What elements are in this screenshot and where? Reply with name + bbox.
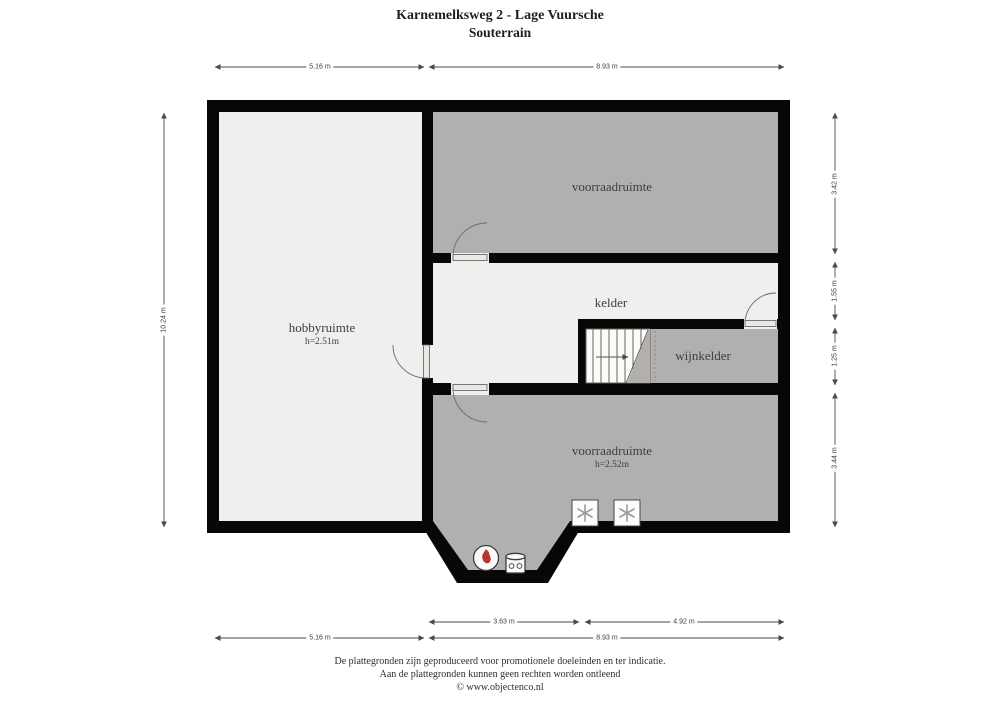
rooms (219, 112, 778, 521)
staircase (586, 329, 655, 383)
wall-left (207, 100, 219, 533)
wall-top (207, 100, 790, 112)
wall-bottom-left (207, 521, 426, 533)
freezer-icon-2 (614, 500, 640, 526)
room-height-hobbyruimte: h=2.51m (304, 337, 340, 347)
dim-label-bottom-inner-right: 4.92 m (670, 618, 697, 627)
dim-label-left: 10.24 m (160, 304, 169, 335)
wall-middle-vertical (422, 112, 433, 521)
dim-label-top-right: 8.93 m (593, 63, 620, 72)
boiler-bay (419, 521, 585, 583)
room-label-kelder: kelder (594, 295, 628, 310)
dim-label-bottom-inner-left: 3.63 m (490, 618, 517, 627)
water-tank-icon (506, 553, 525, 573)
wall-stairs-left (578, 319, 586, 383)
door-leaf (453, 385, 487, 391)
dim-label-right-1: 3.42 m (831, 170, 840, 197)
door-leaf (453, 255, 487, 261)
footer-disclaimer-1: De plattegronden zijn geproduceerd voor promotionele doeleinden en ter indicatie. (334, 656, 666, 667)
footer-copyright: © www.objectenco.nl (456, 682, 544, 693)
tank-dial (509, 564, 514, 569)
room-label-voorraadruimte-bottom: voorraadruimte (571, 443, 653, 458)
tank-dial (517, 564, 522, 569)
dim-label-right-4: 3.44 m (831, 444, 840, 471)
door-leaf (745, 321, 776, 327)
freezer-icon (572, 500, 598, 526)
room-label-hobbyruimte: hobbyruimte (288, 320, 356, 335)
dim-label-right-3: 1.25 m (831, 342, 840, 369)
door-leaf (424, 345, 430, 378)
tank-top (506, 553, 525, 559)
footer-disclaimer-2: Aan de plattegronden kunnen geen rechten worden ontleend (379, 669, 621, 680)
dim-label-bottom-outer-right: 8.93 m (593, 634, 620, 643)
room-height-voorraadruimte-bottom: h=2.52m (594, 460, 630, 470)
wall-bottom-right (570, 521, 790, 533)
room-label-wijnkelder: wijnkelder (675, 348, 731, 363)
dim-label-bottom-outer-left: 5.16 m (306, 634, 333, 643)
dim-label-top-left: 5.16 m (306, 63, 333, 72)
wall-right (778, 100, 790, 533)
room-label-voorraadruimte-top: voorraadruimte (571, 179, 653, 194)
boiler-icon (474, 546, 499, 571)
plan-subtitle: Souterrain (468, 25, 532, 40)
plan-title: Karnemelksweg 2 - Lage Vuursche (396, 8, 604, 23)
dim-label-right-2: 1.55 m (831, 277, 840, 304)
room-hobbyruimte (219, 112, 422, 521)
